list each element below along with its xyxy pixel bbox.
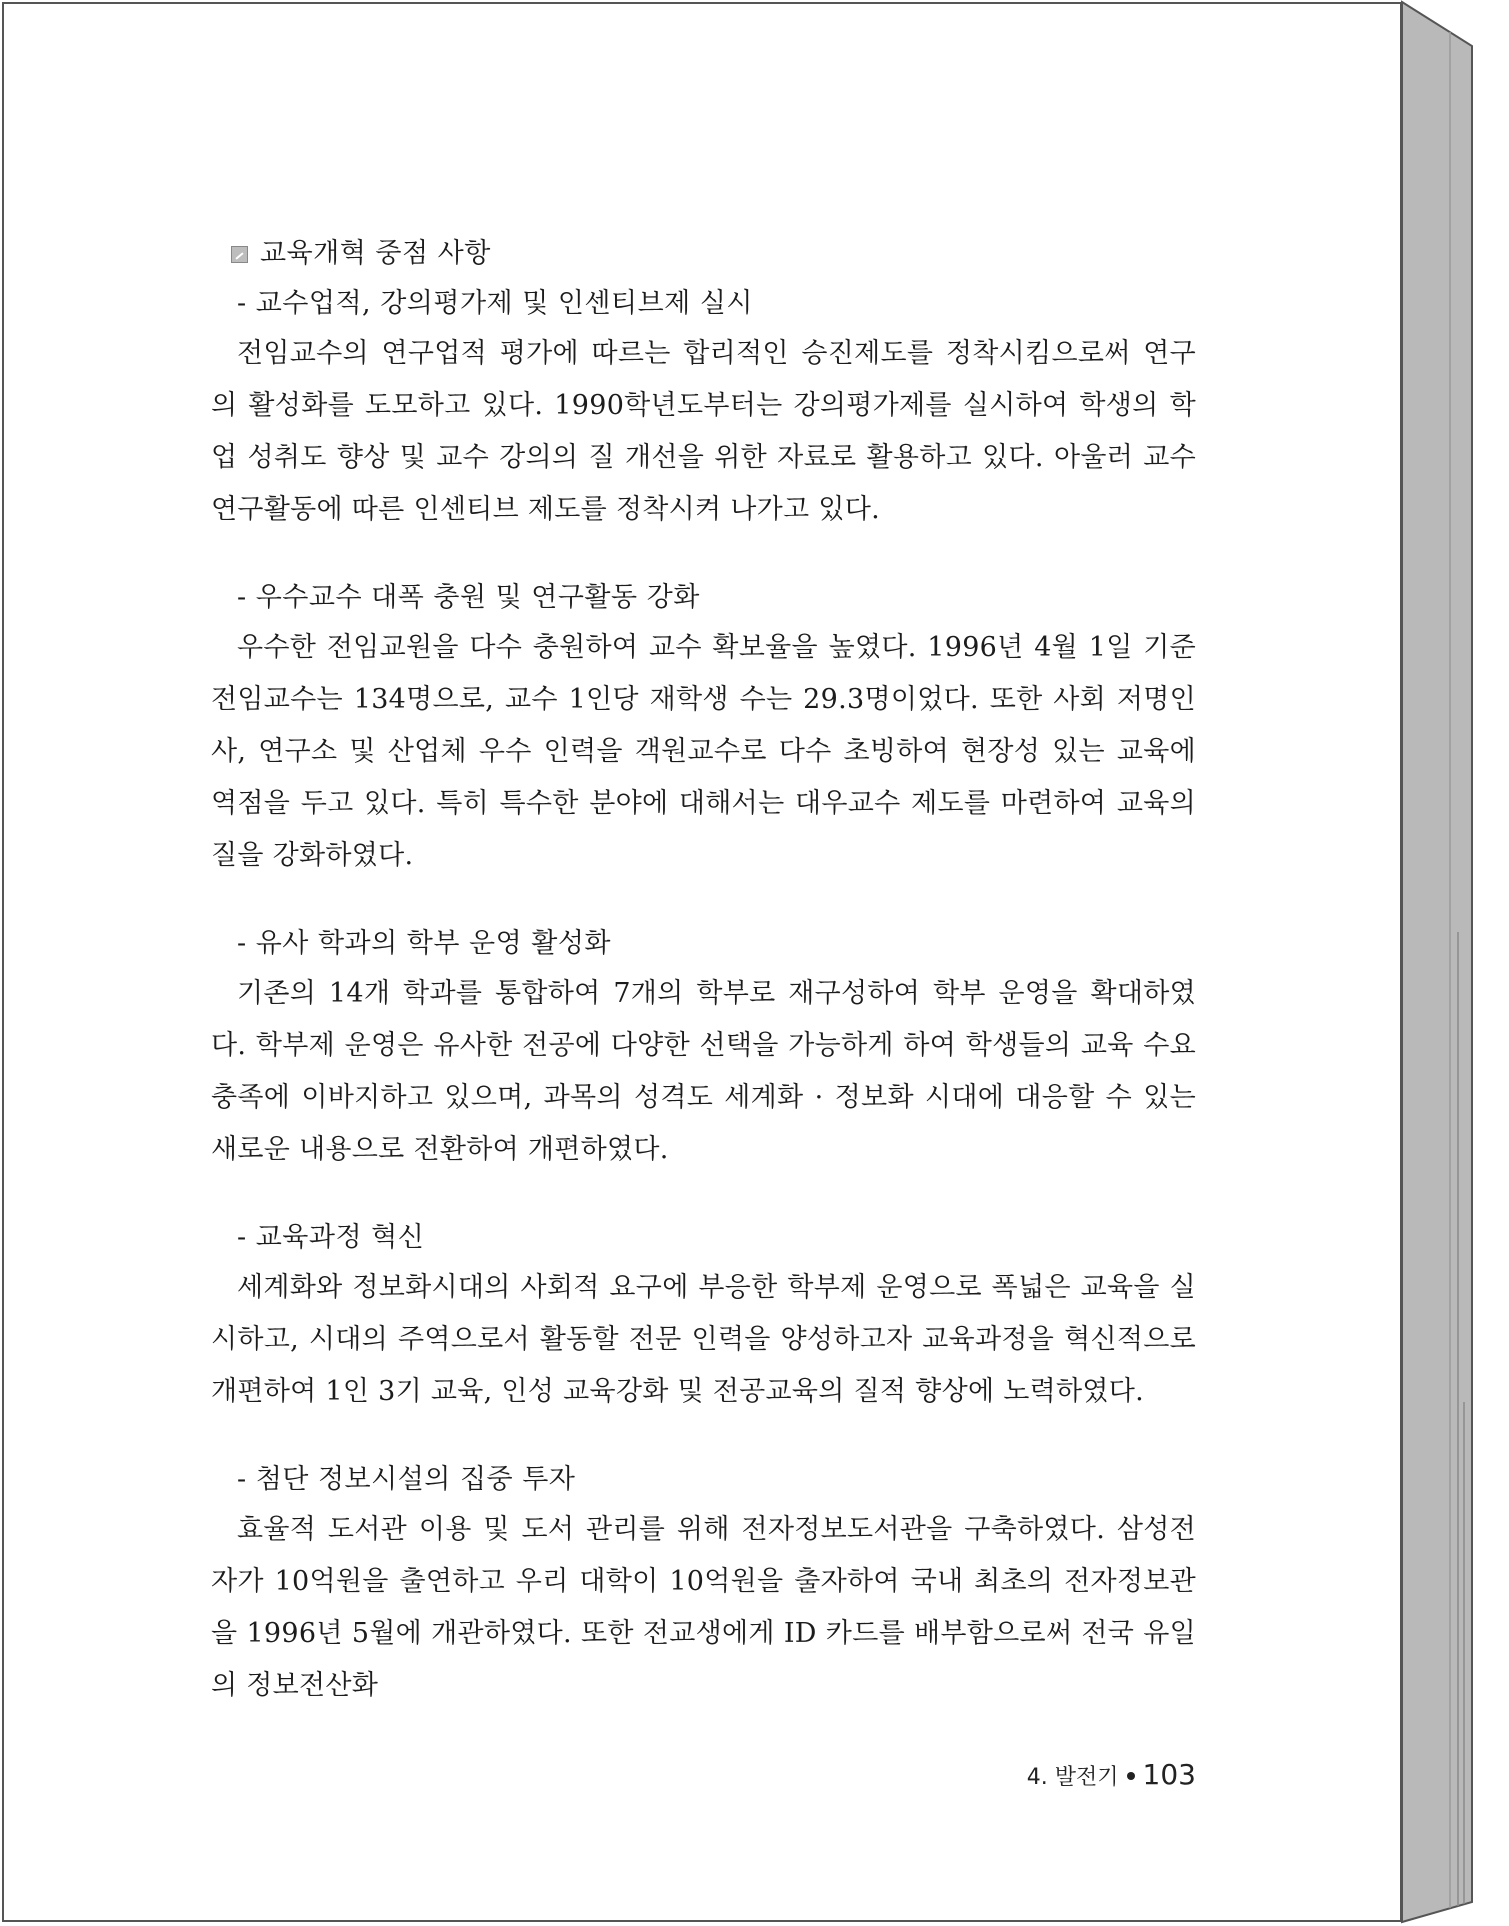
chapter-label: 4. 발전기 — [1026, 1765, 1119, 1790]
subsection-title: - 교수업적, 강의평가제 및 인센티브제 실시 — [237, 288, 754, 319]
section-heading — [211, 230, 1196, 278]
page-footer — [1020, 1758, 1196, 1791]
section-faculty-recruitment — [211, 574, 1196, 882]
paragraph: 효율적 도서관 이용 및 도서 관리를 위해 전자정보도서관을 구축하였다. 삼성전자가 10억원을 출연하고 우리 대학이 10억원을 출자하여 국내 최초의 전자정보관을 1996년 5월에 개관하였다. 또한 전교생에게 ID 카드를 배부함으로써 전국 유일의 정보전산화 — [211, 1514, 1196, 1701]
subsection-title: - 우수교수 대폭 충원 및 연구활동 강화 — [237, 582, 700, 613]
page-number: 103 — [1142, 1758, 1196, 1791]
paragraph: 우수한 전임교원을 다수 충원하여 교수 확보율을 높였다. 1996년 4월 1일 기준 전임교수는 134명으로, 교수 1인당 재학생 수는 29.3명이었다. 또한 사회 저명인사, 연구소 및 산업체 우수 인력을 객원교수로 다수 초빙하여 현장성 있는 교육에 역점을 두고 있다. 특히 특수한 분야에 대해서는 대우교수 제도를 마련하여 교육의 질을 강화하였다. — [211, 632, 1196, 871]
page-content — [211, 230, 1196, 1712]
paragraph: 세계화와 정보화시대의 사회적 요구에 부응한 학부제 운영으로 폭넓은 교육을 실시하고, 시대의 주역으로서 활동할 전문 인력을 양성하고자 교육과정을 혁신적으로 개편하여 1인 3기 교육, 인성 교육강화 및 전공교육의 질적 향상에 노력하였다. — [211, 1272, 1196, 1407]
bullet-icon — [1127, 1772, 1135, 1780]
section-faculty-evaluation — [211, 280, 1196, 536]
checkbox-icon — [231, 246, 248, 263]
paragraph: 전임교수의 연구업적 평가에 따르는 합리적인 승진제도를 정착시킴으로써 연구의 활성화를 도모하고 있다. 1990학년도부터는 강의평가제를 실시하여 학생의 학업 성취도 향상 및 교수 강의의 질 개선을 위한 자료로 활용하고 있다. 아울러 교수연구활동에 따른 인센티브 제도를 정착시켜 나가고 있다. — [211, 338, 1196, 525]
paragraph: 기존의 14개 학과를 통합하여 7개의 학부로 재구성하여 학부 운영을 확대하였다. 학부제 운영은 유사한 전공에 다양한 선택을 가능하게 하여 학생들의 교육 수요 충족에 이바지하고 있으며, 과목의 성격도 세계화 · 정보화 시대에 대응할 수 있는 새로운 내용으로 전환하여 개편하였다. — [211, 978, 1196, 1165]
subsection-title: - 유사 학과의 학부 운영 활성화 — [237, 928, 612, 959]
section-curriculum-innovation — [211, 1214, 1196, 1418]
subsection-title: - 첨단 정보시설의 집중 투자 — [237, 1464, 576, 1495]
section-information-facilities — [211, 1456, 1196, 1712]
book-edge-shape — [1402, 2, 1502, 1922]
section-heading-text: 교육개혁 중점 사항 — [260, 238, 491, 269]
section-division-operation — [211, 920, 1196, 1176]
subsection-title: - 교육과정 혁신 — [237, 1222, 425, 1253]
